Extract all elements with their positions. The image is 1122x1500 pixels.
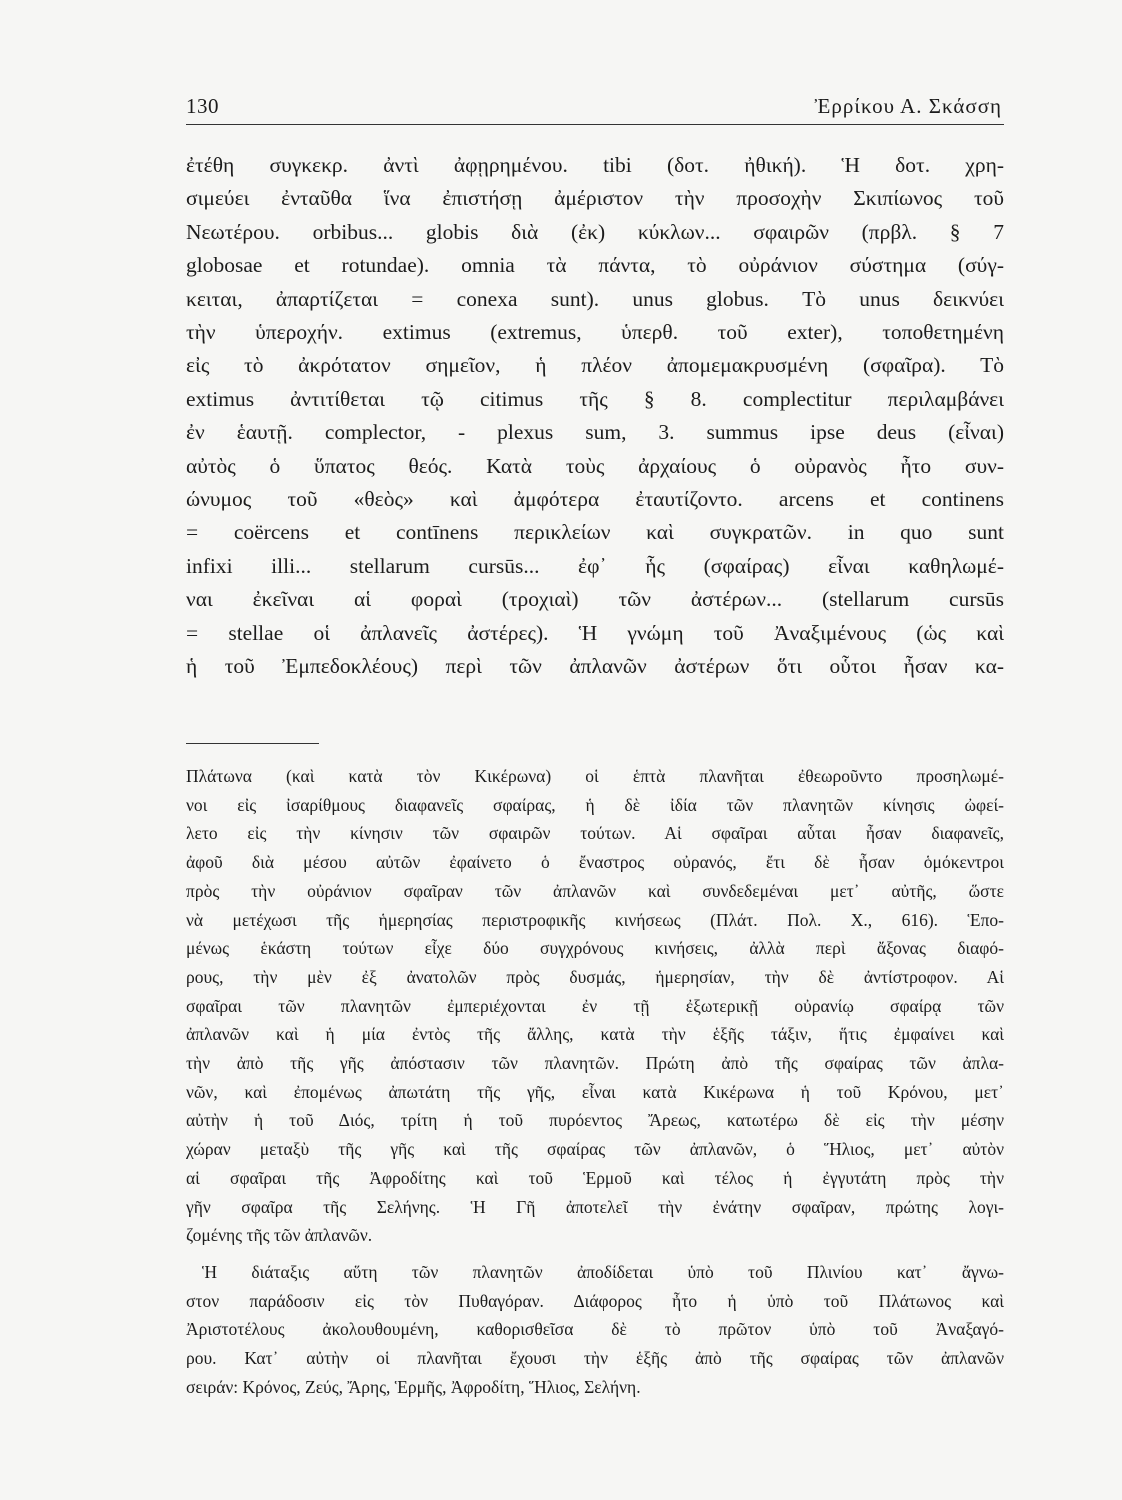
footnote-line: ζομένης τῆς τῶν ἀπλανῶν. [186, 1225, 373, 1246]
text-line: ἐν ἑαυτῇ. complector, - plexus sum, 3. summus ipse deus (εἶναι) [186, 420, 1004, 445]
footnote-line: νῶν, καὶ ἐπομένως ἀπωτάτη τῆς γῆς, εἶναι κατὰ Κικέρωνα ἡ τοῦ Κρόνου, μετ᾽ [186, 1081, 1004, 1102]
footnote-line: χώραν μεταξὺ τῆς γῆς καὶ τῆς σφαίρας τῶν ἀπλανῶν, ὁ Ἥλιος, μετ᾽ αὐτὸν [186, 1139, 1004, 1160]
text-line: ἡ τοῦ Ἐμπεδοκλέους) περὶ τῶν ἀπλανῶν ἀστέρων ὅτι οὗτοι ἦσαν κα- [186, 654, 1004, 679]
text-line: τὴν ὑπεροχήν. extimus (extremus, ὑπερθ. τοῦ exter), τοποθετημένη [186, 320, 1004, 345]
page-header [186, 88, 1004, 124]
footnote-line: γῆν σφαῖρα τῆς Σελήνης. Ἡ Γῆ ἀποτελεῖ τὴν ἐνάτην σφαῖραν, πρώτης λογι- [186, 1196, 1004, 1217]
text-line: εἰς τὸ ἀκρότατον σημεῖον, ἡ πλέον ἀπομεμακρυσμένη (σφαῖρα). Τὸ [186, 353, 1004, 378]
text-line: extimus ἀντιτίθεται τῷ citimus τῆς § 8. complectitur περιλαμβάνει [186, 386, 1004, 411]
footnote-line: λετο εἰς τὴν κίνησιν τῶν σφαιρῶν τούτων. Αἱ σφαῖραι αὗται ἦσαν διαφανεῖς, [186, 823, 1004, 844]
text-line: ώνυμος τοῦ «θεὸς» καὶ ἀμφότερα ἐταυτίζοντο. arcens et continens [186, 487, 1004, 512]
footnote-line: ἀπλανῶν καὶ ἡ μία ἐντὸς τῆς ἄλλης, κατὰ τὴν ἑξῆς τάξιν, ἥτις ἐμφαίνει καὶ [186, 1024, 1004, 1045]
footnote-line: πρὸς τὴν οὐράνιον σφαῖραν τῶν ἀπλανῶν καὶ συνδεδεμέναι μετ᾽ αὐτῆς, ὥστε [186, 880, 1004, 901]
footnote-line: σφαῖραι τῶν πλανητῶν ἐμπεριέχονται ἐν τῇ ἐξωτερικῇ οὐρανίῳ σφαίρᾳ τῶν [186, 995, 1004, 1016]
text-line: κειται, ἀπαρτίζεται = conexa sunt). unus globus. Τὸ unus δεικνύει [186, 286, 1004, 311]
text-line: infixi illi... stellarum cursūs... ἐφ᾽ ἧς (σφαίρας) εἶναι καθηλωμέ- [186, 553, 1004, 578]
footnote-line: ρους, τὴν μὲν ἐξ ἀνατολῶν πρὸς δυσμάς, ἡμερησίαν, τὴν δὲ ἀντίστροφον. Αἱ [186, 966, 1004, 987]
footnote-line: νοι εἰς ἰσαρίθμους διαφανεῖς σφαίρας, ἡ δὲ ἰδία τῶν πλανητῶν κίνησις ὠφεί- [186, 794, 1004, 815]
footnote-line: αἱ σφαῖραι τῆς Ἀφροδίτης καὶ τοῦ Ἑρμοῦ καὶ τέλος ἡ ἐγγυτάτη πρὸς τὴν [186, 1167, 1004, 1188]
footnote-line: νὰ μετέχωσι τῆς ἡμερησίας περιστροφικῆς κινήσεως (Πλάτ. Πολ. Χ., 616). Ἑπο- [186, 909, 1004, 930]
text-line: ναι ἐκεῖναι αἱ φοραὶ (τροχιαὶ) τῶν ἀστέρων... (stellarum cursūs [186, 587, 1004, 612]
header-rule [186, 124, 1004, 125]
footnote-line: ρου. Κατ᾽ αὐτὴν οἱ πλανῆται ἔχουσι τὴν ἑξῆς ἀπὸ τῆς σφαίρας τῶν ἀπλανῶν [186, 1348, 1004, 1369]
footnote-paragraph [186, 762, 1004, 1250]
footnote-line: αὐτὴν ἡ τοῦ Διός, τρίτη ἡ τοῦ πυρόεντος Ἄρεως, κατωτέρω δὲ εἰς τὴν μέσην [186, 1110, 1004, 1131]
footnote-rule [186, 743, 319, 744]
footnote-line: Ἀριστοτέλους ἀκολουθουμένη, καθορισθεῖσα δὲ τὸ πρῶτον ὑπὸ τοῦ Ἀναξαγό- [186, 1319, 1004, 1340]
main-text [186, 149, 1004, 684]
footnote-line: τὴν ἀπὸ τῆς γῆς ἀπόστασιν τῶν πλανητῶν. Πρώτη ἀπὸ τῆς σφαίρας τῶν ἀπλα- [186, 1053, 1004, 1074]
text-line: αὐτὸς ὁ ὕπατος θεός. Κατὰ τοὺς ἀρχαίους ὁ οὐρανὸς ἦτο συν- [186, 453, 1004, 478]
footnote-line: ἀφοῦ διὰ μέσου αὐτῶν ἐφαίνετο ὁ ἔναστρος οὐρανός, ἔτι δὲ ἦσαν ὁμόκεντροι [186, 852, 1004, 873]
paragraph-gap [186, 1250, 1004, 1258]
running-head: Ἐρρίκου Α. Σκάσση [814, 94, 1002, 118]
text-line: σιμεύει ἐνταῦθα ἵνα ἐπιστήσῃ ἀμέριστον τὴν προσοχὴν Σκιπίωνος τοῦ [186, 186, 1004, 211]
footnote-line: μένως ἑκάστη τούτων εἶχε δύο συγχρόνους κινήσεις, ἀλλὰ περὶ ἄξονας διαφό- [186, 938, 1004, 959]
page-number: 130 [186, 94, 219, 118]
text-line: globosae et rotundae). omnia τὰ πάντα, τὸ οὐράνιον σύστημα (σύγ- [186, 253, 1004, 278]
footnote-line: σειράν: Κρόνος, Ζεύς, Ἄρης, Ἑρμῆς, Ἀφροδίτη, Ἥλιος, Σελήνη. [186, 1376, 641, 1397]
footnote-line: Πλάτωνα (καὶ κατὰ τὸν Κικέρωνα) οἱ ἑπτὰ πλανῆται ἐθεωροῦντο προσηλωμέ- [186, 766, 1004, 786]
footnote-line: Ἡ διάταξις αὕτη τῶν πλανητῶν ἀποδίδεται ὑπὸ τοῦ Πλινίου κατ᾽ ἄγνω- [202, 1261, 1004, 1282]
footnotes [186, 762, 1004, 1401]
text-line: ἐτέθη συγκεκρ. ἀντὶ ἀφῃρημένου. tibi (δοτ. ἠθική). Ἡ δοτ. χρη- [186, 153, 1004, 177]
text-line: = coërcens et contīnens περικλείων καὶ συγκρατῶν. in quo sunt [186, 520, 1004, 545]
footnote-line: στον παράδοσιν εἰς τὸν Πυθαγόραν. Διάφορος ἦτο ἡ ὑπὸ τοῦ Πλάτωνος καὶ [186, 1290, 1004, 1311]
footnote-paragraph [186, 1258, 1004, 1402]
text-line: = stellae οἱ ἀπλανεῖς ἀστέρες). Ἡ γνώμη τοῦ Ἀναξιμένους (ὡς καὶ [186, 620, 1004, 645]
text-line: Νεωτέρου. orbibus... globis διὰ (ἐκ) κύκλων... σφαιρῶν (πρβλ. § 7 [186, 219, 1004, 244]
